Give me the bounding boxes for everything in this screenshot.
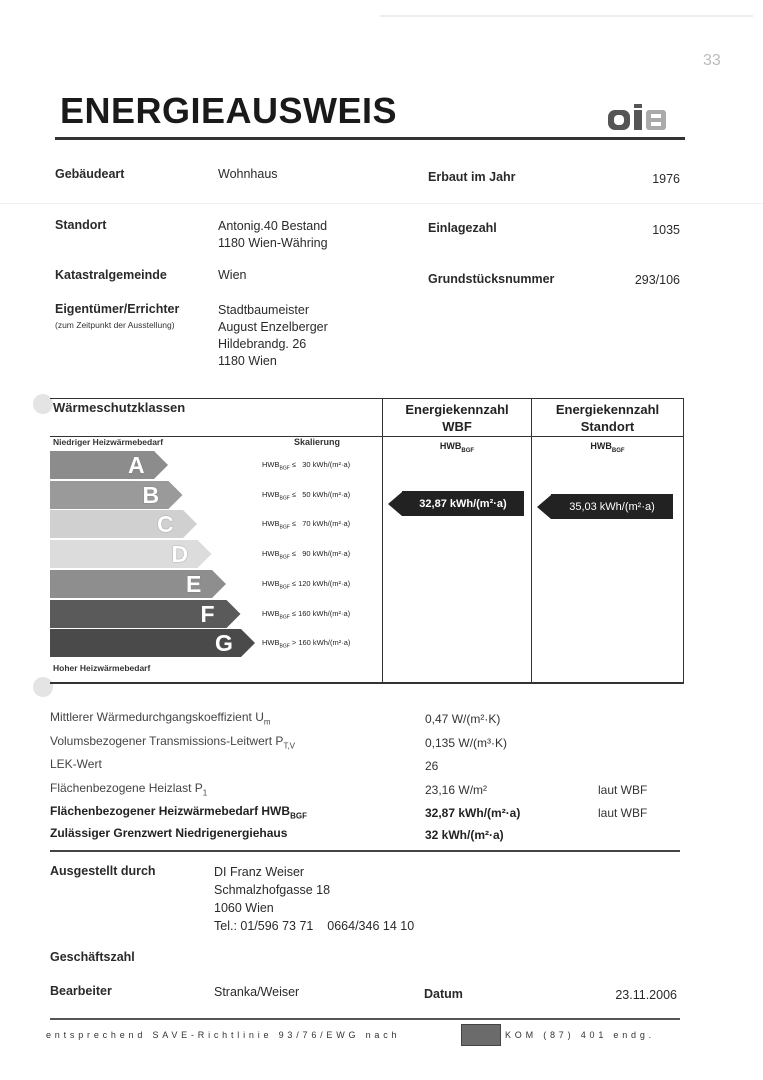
standort-indicator	[537, 494, 673, 519]
issuer-label: Ausgestellt durch	[50, 864, 156, 878]
energy-class-bar	[50, 481, 185, 509]
energy-class-scale-text: $HWB_{BGF} \le 120$ kWh/(m²·a)	[262, 578, 351, 591]
footer-left-text: entsprechend SAVE-Richtlinie 93/76/EWG nach	[46, 1030, 401, 1040]
high-demand-label: Hoher Heizwärmebedarf	[53, 663, 151, 673]
hwb-wbf-label: $HWB_{BGF}$	[439, 441, 475, 454]
param-value: 0,135 W/(m³·K)	[425, 736, 508, 750]
title-rule	[55, 137, 685, 140]
wbf-value: 32,87 kWh/(m²·a)	[402, 491, 524, 516]
col-wbf-line2: WBF	[442, 419, 472, 434]
eigentuemer-line4: 1180 Wien	[218, 354, 277, 368]
issuer-line1: DI Franz Weiser	[214, 865, 305, 879]
grundstueck-label: Grundstücksnummer	[428, 272, 555, 286]
punch-hole	[33, 677, 53, 697]
col-wbf-line1: Energiekennzahl	[405, 402, 509, 417]
arrow-left-icon	[388, 492, 402, 516]
energy-class-bar-shape	[50, 481, 183, 509]
params-rule	[50, 850, 680, 852]
param-value: 32 kWh/(m²·a)	[425, 828, 504, 842]
datum-value: 23.11.2006	[615, 988, 677, 1002]
hwb-standort-label: $HWB_{BGF}$	[590, 441, 625, 454]
energy-class-scale-text: $HWB_{BGF} \le 160$ kWh/(m²·a)	[262, 608, 351, 620]
eu-flag-icon	[461, 1024, 501, 1046]
energy-class-letter: F	[200, 600, 215, 627]
energy-class-bar	[50, 510, 199, 538]
eigentuemer-line3: Hildebrandg. 26	[218, 337, 307, 351]
col-standort-line1: Energiekennzahl	[555, 402, 660, 417]
grundstueck-value: 293/106	[634, 273, 680, 287]
energy-class-bar-shape	[50, 510, 197, 538]
einlagezahl-value: 1035	[652, 223, 680, 237]
column-divider	[683, 398, 684, 682]
scale-label: Skalierung	[294, 437, 341, 447]
standort-line1: Antonig.40 Bestand	[218, 219, 328, 233]
param-value: 0,47 W/(m²·K)	[425, 712, 501, 726]
bearbeiter-label: Bearbeiter	[50, 984, 112, 998]
gebaeudeart-value: Wohnhaus	[218, 167, 278, 181]
page-number: 33	[703, 52, 721, 69]
gebaeudeart-label: Gebäudeart	[55, 167, 125, 181]
standort-line2: 1180 Wien-Währing	[218, 236, 328, 250]
energy-class-letter: C	[157, 511, 174, 538]
energy-class-letter: B	[142, 481, 160, 508]
energy-class-letter: G	[215, 630, 233, 657]
eigentuemer-sublabel: (zum Zeitpunkt der Ausstellung)	[55, 320, 175, 330]
erbaut-value: 1976	[652, 172, 680, 186]
section-bottom-rule	[50, 682, 684, 684]
document-title: ENERGIEAUSWEIS	[60, 90, 398, 131]
energy-class-bar	[50, 540, 214, 568]
param-label: Mittlerer Wärmedurchgangskoeffizient $U_m$	[50, 710, 271, 727]
eigentuemer-line2: August Enzelberger	[218, 320, 328, 334]
section-title: Wärmeschutzklassen	[53, 400, 186, 415]
energy-class-letter: E	[186, 570, 202, 597]
faint-rule	[0, 203, 763, 204]
energy-class-letter: D	[171, 541, 189, 568]
energy-class-scale-text: $HWB_{BGF} \le 50$ kWh/(m²·a)	[262, 489, 351, 502]
energy-class-scale-text: $HWB_{BGF} \le 70$ kWh/(m²·a)	[262, 519, 351, 531]
param-label: Flächenbezogener Heizwärmebedarf $HWB_{BGF}$	[50, 804, 307, 821]
datum-label: Datum	[424, 987, 463, 1001]
param-label: Zulässiger Grenzwert Niedrigenergiehaus	[50, 826, 288, 840]
geschaeftszahl-label: Geschäftszahl	[50, 950, 135, 964]
punch-hole	[33, 394, 53, 414]
param-value: 32,87 kWh/(m²·a)	[425, 806, 521, 820]
energy-class-scale-text: $HWB_{BGF} > 160$ kWh/(m²·a)	[262, 638, 351, 650]
energy-class-scale-text: $HWB_{BGF} \le 30$ kWh/(m²·a)	[262, 460, 351, 472]
katastral-label: Katastralgemeinde	[55, 268, 167, 282]
section-top-rule	[50, 398, 684, 399]
katastral-value: Wien	[218, 268, 247, 282]
param-label: LEK-Wert	[50, 757, 102, 771]
energy-class-scale-text: $HWB_{BGF} \le 90$ kWh/(m²·a)	[262, 549, 351, 561]
bearbeiter-value: Stranka/Weiser	[214, 985, 300, 999]
param-value: 23,16 W/m²	[425, 783, 488, 797]
issuer-line3: 1060 Wien	[214, 901, 274, 915]
eigentuemer-label: Eigentümer/Errichter	[55, 302, 180, 316]
low-demand-label: Niedriger Heizwärmebedarf	[53, 437, 164, 447]
arrow-left-icon	[537, 495, 551, 519]
param-note: laut WBF	[598, 783, 648, 797]
col-standort-line2: Standort	[580, 419, 635, 434]
energy-class-bar-shape	[50, 451, 168, 479]
standort-value: 35,03 kWh/(m²·a)	[551, 494, 673, 519]
oib-logo	[608, 104, 688, 134]
issuer-line4: Tel.: 01/596 73 71 0664/346 14 10	[214, 919, 415, 933]
einlagezahl-label: Einlagezahl	[428, 221, 497, 235]
param-note: laut WBF	[598, 806, 648, 820]
energy-class-bar	[50, 451, 170, 479]
erbaut-label: Erbaut im Jahr	[428, 170, 516, 184]
param-label: Flächenbezogene Heizlast $P_1$	[50, 781, 208, 798]
wbf-indicator	[388, 491, 524, 516]
eigentuemer-line1: Stadtbaumeister	[218, 303, 310, 317]
footer-right-text: KOM (87) 401 endg.	[505, 1030, 655, 1040]
scan-edge	[380, 15, 753, 17]
standort-label: Standort	[55, 218, 107, 232]
footer-rule	[50, 1018, 680, 1020]
param-value: 26	[425, 759, 439, 773]
energy-class-letter: A	[128, 452, 145, 478]
param-label: Volumsbezogener Transmissions-Leitwert $P_{T,V}$	[50, 734, 295, 751]
issuer-line2: Schmalzhofgasse 18	[214, 883, 331, 897]
